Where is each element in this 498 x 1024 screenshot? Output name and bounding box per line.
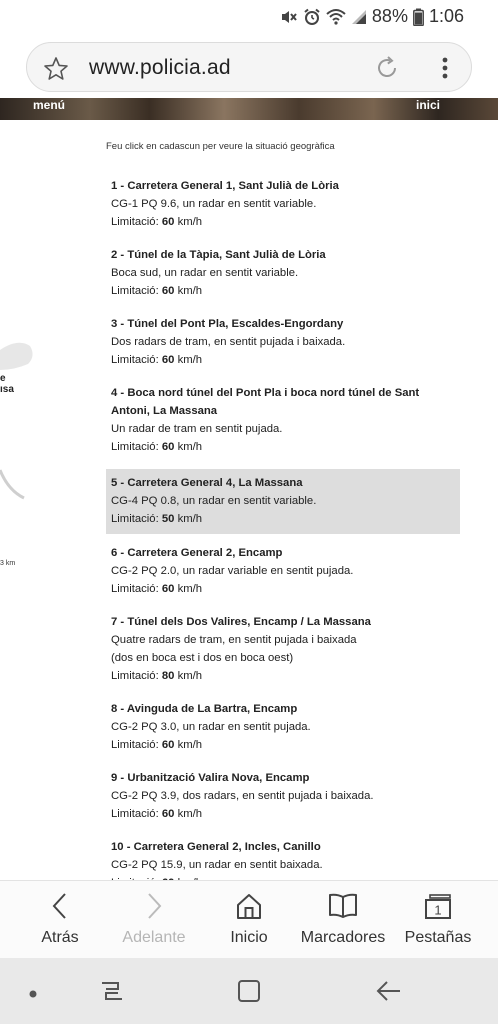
- forward-label: Adelante: [122, 929, 186, 946]
- bookmark-star-icon[interactable]: [43, 56, 69, 87]
- limit-unit: km/h: [177, 583, 203, 595]
- radar-title[interactable]: 8 - Avinguda de La Bartra, Encamp: [111, 703, 298, 715]
- limit-unit: km/h: [177, 285, 203, 297]
- radar-description: Un radar de tram en sentit pujada.: [111, 423, 283, 435]
- instruction-text: Feu click en cadascun per veure la situació geogràfica: [106, 141, 335, 152]
- limit-prefix: Limitació:: [111, 670, 159, 682]
- radar-item[interactable]: [106, 698, 460, 759]
- home-link[interactable]: inici: [416, 98, 441, 112]
- back-label: Atrás: [41, 929, 79, 946]
- limit-value: 60: [161, 739, 175, 751]
- browser-toolbar: [0, 880, 498, 958]
- radar-item[interactable]: [106, 175, 460, 236]
- radar-description: Boca sud, un radar en sentit variable.: [111, 267, 299, 279]
- radar-title[interactable]: 7 - Túnel dels Dos Valires, Encamp / La Massana: [111, 616, 371, 628]
- map-shape: [0, 320, 40, 620]
- limit-value: 60: [161, 808, 175, 820]
- limit-prefix: Limitació:: [111, 513, 159, 525]
- dot-icon[interactable]: [28, 986, 38, 1004]
- status-bar: [0, 0, 498, 34]
- limit-value: 60: [161, 354, 175, 366]
- radar-item[interactable]: [106, 542, 460, 603]
- radar-item[interactable]: [106, 611, 460, 690]
- alarm-icon: [303, 8, 321, 26]
- limit-prefix: Limitació:: [111, 216, 159, 228]
- tabs-count: 1: [434, 902, 442, 918]
- limit-prefix: Limitació:: [111, 354, 159, 366]
- menu-link[interactable]: menú: [33, 98, 66, 112]
- radar-description: Quatre radars de tram, en sentit pujada i baixada: [111, 634, 357, 646]
- battery-icon: [413, 8, 424, 26]
- wifi-icon: [326, 8, 346, 26]
- limit-value: 50: [161, 513, 175, 525]
- limit-prefix: Limitació:: [111, 285, 159, 297]
- radar-description: CG-2 PQ 3.0, un radar en sentit pujada.: [111, 721, 311, 733]
- radar-item[interactable]: [106, 244, 460, 305]
- mute-icon: [280, 8, 298, 26]
- limit-unit: km/h: [177, 441, 203, 453]
- radar-title[interactable]: 6 - Carretera General 2, Encamp: [111, 547, 283, 559]
- radar-description: CG-1 PQ 9.6, un radar en sentit variable.: [111, 198, 317, 210]
- radar-description: CG-2 PQ 15.9, un radar en sentit baixada.: [111, 859, 323, 871]
- limit-prefix: Limitació:: [111, 739, 159, 751]
- limit-unit: km/h: [177, 670, 203, 682]
- radar-speed-limit: [111, 213, 455, 231]
- radar-speed-limit: [111, 438, 455, 456]
- limit-unit: km/h: [177, 216, 203, 228]
- radar-speed-limit: [111, 736, 455, 754]
- system-nav-bar: [0, 958, 498, 1024]
- tabs-label: Pestañas: [404, 929, 472, 946]
- chevron-left-icon: [50, 891, 70, 926]
- limit-prefix: Limitació:: [111, 808, 159, 820]
- tabs-button[interactable]: [388, 881, 488, 959]
- more-options-icon[interactable]: [441, 56, 449, 85]
- radar-item[interactable]: [106, 313, 460, 374]
- radar-title[interactable]: 10 - Carretera General 2, Incles, Canillo: [111, 841, 321, 853]
- site-header-banner: [0, 98, 498, 120]
- radar-speed-limit: [111, 805, 455, 823]
- radar-title[interactable]: 3 - Túnel del Pont Pla, Escaldes-Engordany: [111, 318, 344, 330]
- limit-value: 60: [161, 285, 175, 297]
- limit-value: 60: [161, 441, 175, 453]
- url-text[interactable]: www.policia.ad: [89, 56, 231, 79]
- radar-list: [106, 175, 460, 905]
- limit-value: 60: [161, 216, 175, 228]
- chevron-right-icon: [144, 891, 164, 926]
- home-button[interactable]: [199, 881, 299, 959]
- limit-unit: km/h: [177, 354, 203, 366]
- radar-description: Dos radars de tram, en sentit pujada i baixada.: [111, 336, 346, 348]
- book-icon: [327, 891, 359, 926]
- radar-speed-limit: [111, 580, 455, 598]
- radar-description: (dos en boca est i dos en boca oest): [111, 652, 294, 664]
- battery-percent: 88%: [371, 6, 408, 26]
- tabs-icon: [422, 891, 454, 926]
- forward-button[interactable]: [104, 881, 204, 959]
- back-arrow-icon[interactable]: [374, 978, 404, 1009]
- limit-unit: km/h: [177, 513, 203, 525]
- radar-speed-limit: [111, 510, 455, 528]
- map-label: e: [0, 373, 6, 384]
- radar-title[interactable]: 9 - Urbanització Valira Nova, Encamp: [111, 772, 310, 784]
- status-icons: [280, 6, 464, 27]
- radar-description: CG-2 PQ 3.9, dos radars, en sentit pujada i baixada.: [111, 790, 374, 802]
- radar-item[interactable]: [106, 469, 460, 534]
- back-button[interactable]: [10, 881, 110, 959]
- address-bar[interactable]: [26, 42, 472, 92]
- radar-item[interactable]: [106, 767, 460, 828]
- radar-title[interactable]: 1 - Carretera General 1, Sant Julià de Lòria: [111, 180, 339, 192]
- limit-unit: km/h: [177, 739, 203, 751]
- home-label: Inicio: [230, 929, 268, 946]
- radar-speed-limit: [111, 282, 455, 300]
- map-scale-label: 3 km: [0, 560, 16, 567]
- bookmarks-button[interactable]: [293, 881, 393, 959]
- home-icon: [234, 891, 264, 926]
- limit-prefix: Limitació:: [111, 583, 159, 595]
- radar-title[interactable]: 2 - Túnel de la Tàpia, Sant Julià de Lòria: [111, 249, 326, 261]
- radar-speed-limit: [111, 667, 455, 685]
- limit-prefix: Limitació:: [111, 441, 159, 453]
- radar-description: CG-4 PQ 0.8, un radar en sentit variable.: [111, 495, 317, 507]
- signal-icon: [351, 8, 367, 26]
- reload-icon[interactable]: [373, 54, 401, 87]
- clock: 1:06: [428, 6, 464, 26]
- recent-apps-icon[interactable]: [98, 978, 126, 1009]
- limit-value: 80: [161, 670, 175, 682]
- limit-value: 60: [161, 583, 175, 595]
- map-label: ısa: [0, 384, 14, 395]
- radar-speed-limit: [111, 351, 455, 369]
- radar-description: CG-2 PQ 2.0, un radar variable en sentit pujada.: [111, 565, 354, 577]
- map-fragment[interactable]: [0, 320, 40, 620]
- home-square-icon[interactable]: [236, 978, 262, 1009]
- radar-item[interactable]: [106, 382, 460, 461]
- limit-unit: km/h: [177, 808, 203, 820]
- radar-title[interactable]: 5 - Carretera General 4, La Massana: [111, 477, 303, 489]
- bookmarks-label: Marcadores: [300, 929, 386, 946]
- radar-title[interactable]: 4 - Boca nord túnel del Pont Pla i boca nord túnel de Sant Antoni, La Massana: [111, 387, 420, 417]
